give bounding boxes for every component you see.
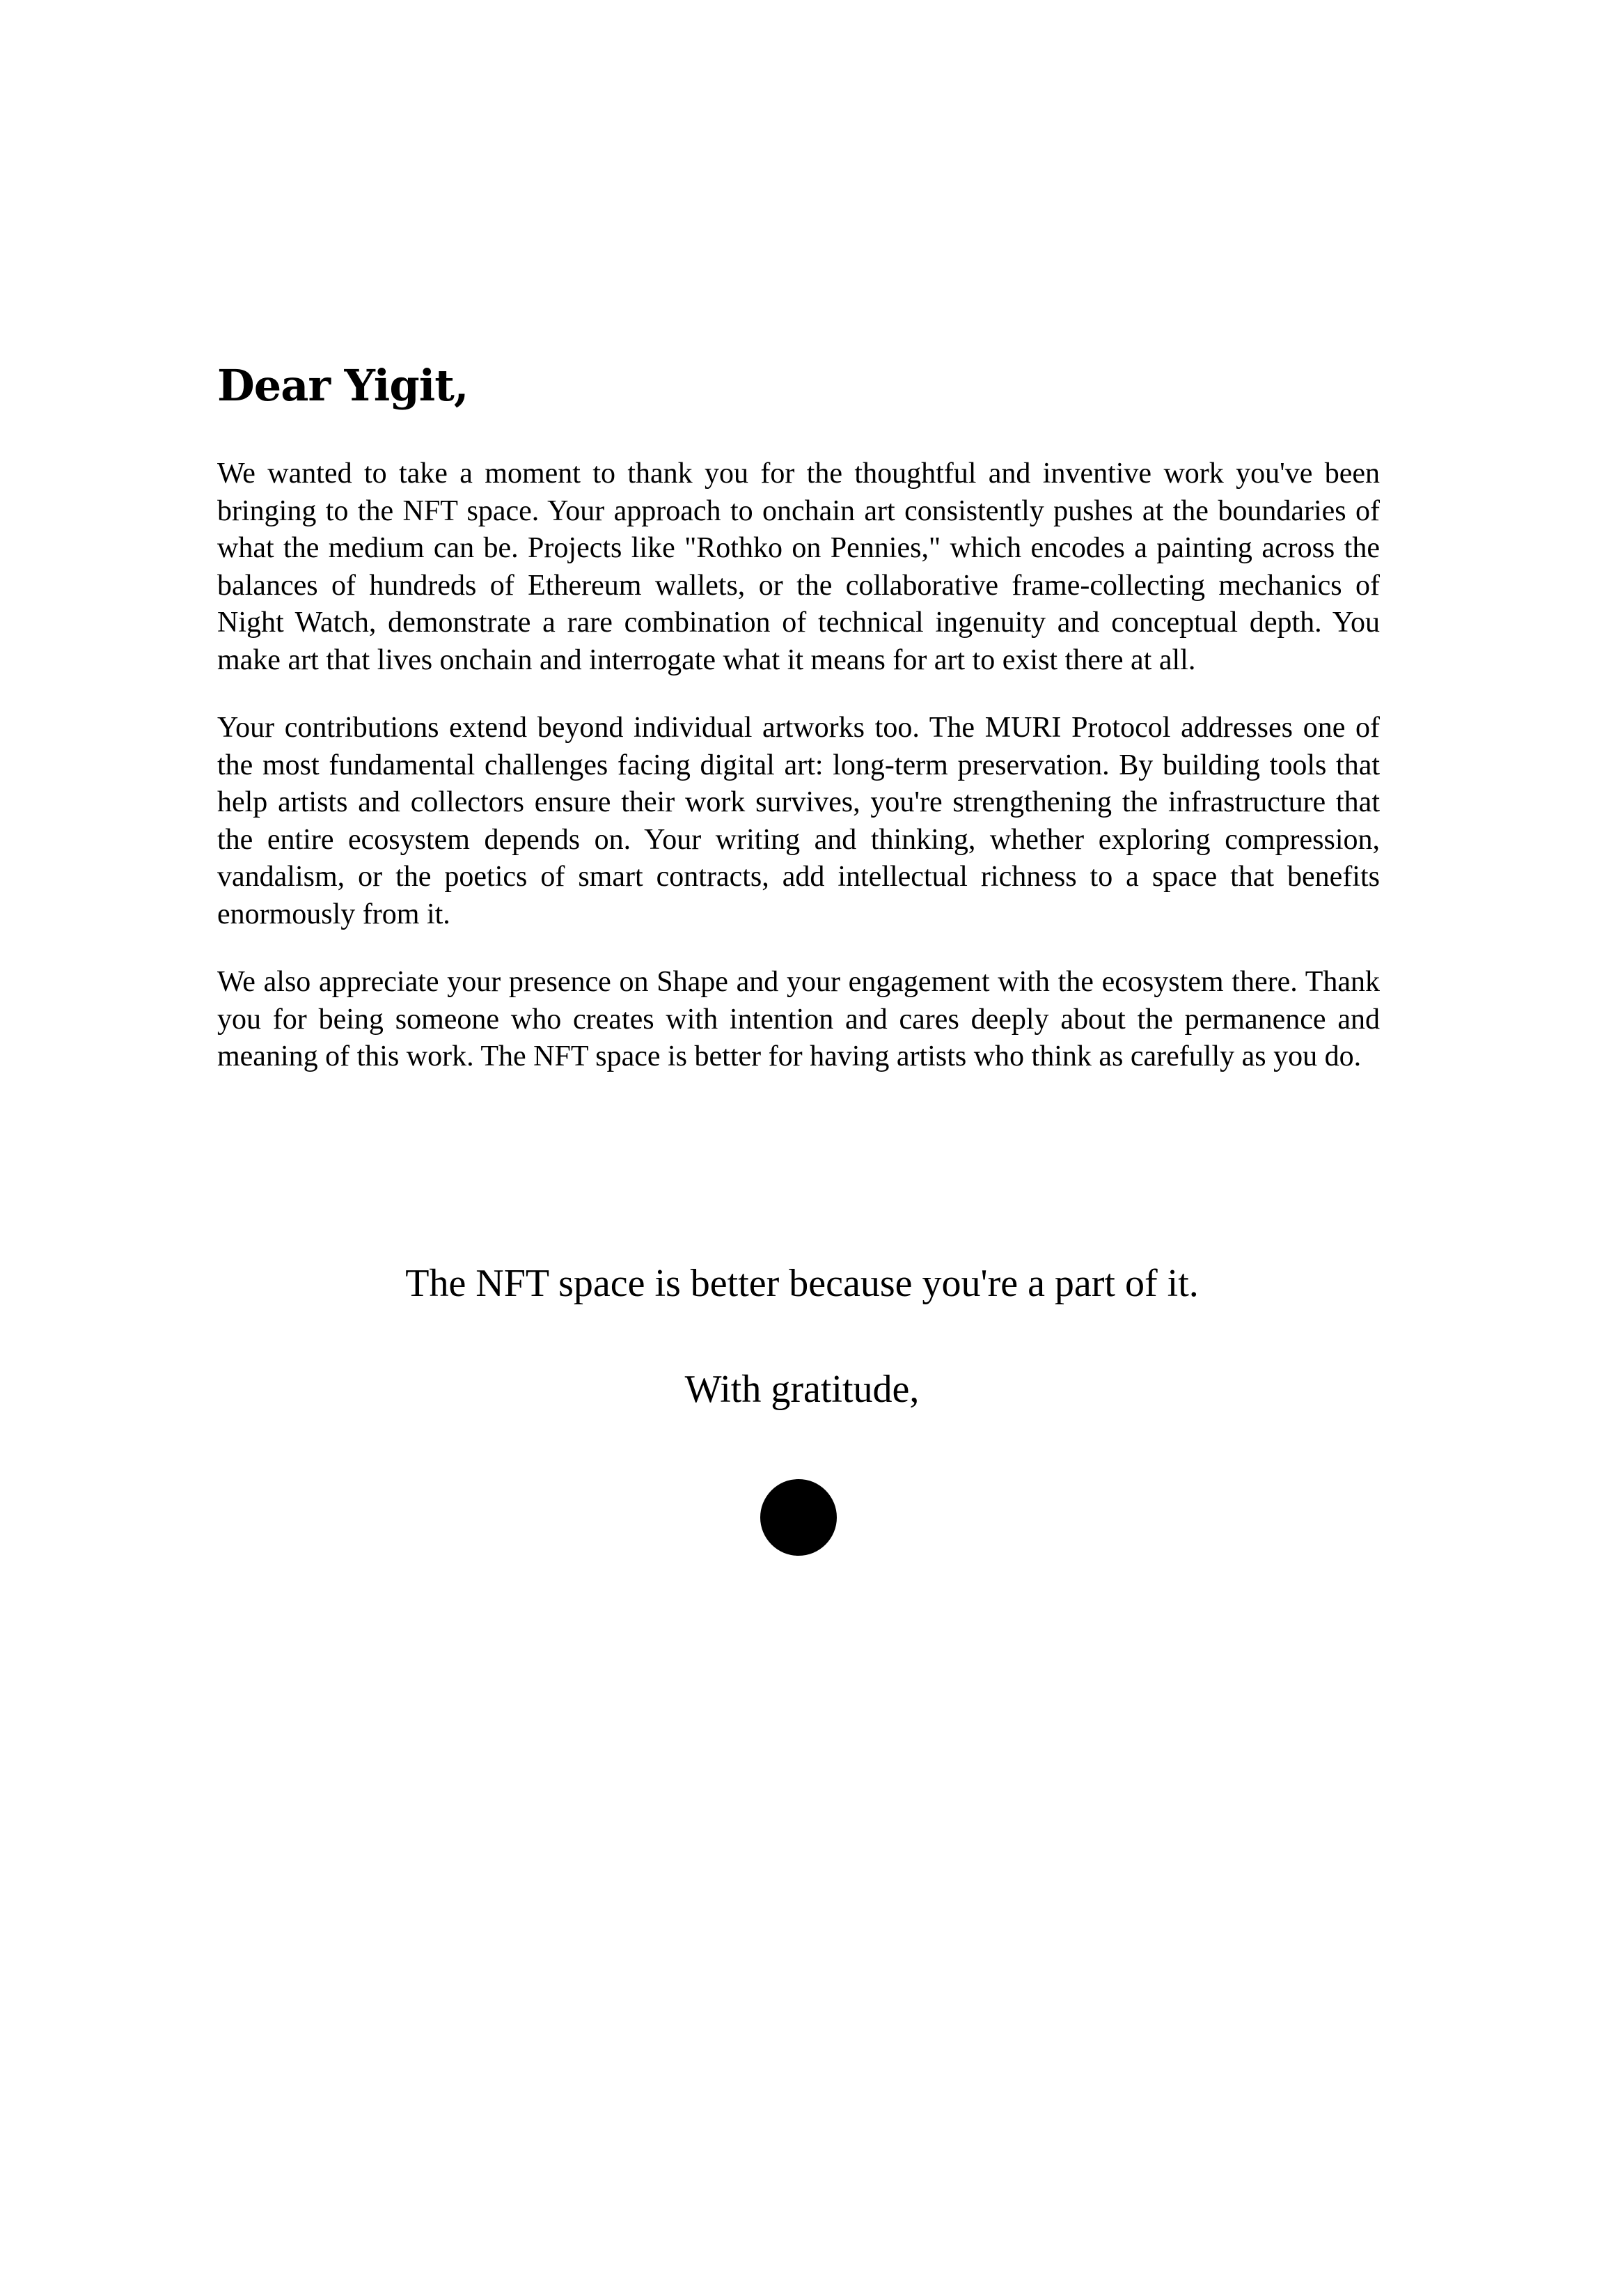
closing-line: The NFT space is better because you're a part of it.: [405, 1262, 1199, 1305]
paragraph-1: We wanted to take a moment to thank you for the thoughtful and inventive work you've been bringing to the NFT space. Your approach to onchain art consistently pushes at the boundaries of what the medium can be. Projects like "Rothko on Pennies," which encodes a painting across the balances of hundreds of Ethereum wallets, or the collaborative frame-collecting mechanics of Night Watch, demonstrate a rare combination of technical ingenuity and conceptual depth. You make art that lives onchain and interrogate what it means for art to exist there at all.: [217, 458, 1380, 676]
black-circle-seal-icon: [760, 1479, 837, 1556]
letter-body: [217, 362, 1380, 1107]
paragraph-3: We also appreciate your presence on Shape and your engagement with the ecosystem there. Thank you for being someone who creates with intention and cares deeply about the permanence and meaning of this work. The NFT space is better for having artists who think as carefully as you do.: [217, 966, 1380, 1073]
signoff: With gratitude,: [684, 1368, 920, 1411]
paragraph-2: Your contributions extend beyond individual artworks too. The MURI Protocol addresses one of the most fundamental challenges facing digital art: long-term preservation. By building tools that help artists and collectors ensure their work survives, you're strengthening the infrastructure that the entire ecosystem depends on. Your writing and thinking, whether exploring compression, vandalism, or the poetics of smart contracts, add intellectual richness to a space that benefits enormously from it.: [217, 712, 1380, 930]
greeting: Dear Yigit,: [217, 360, 469, 411]
